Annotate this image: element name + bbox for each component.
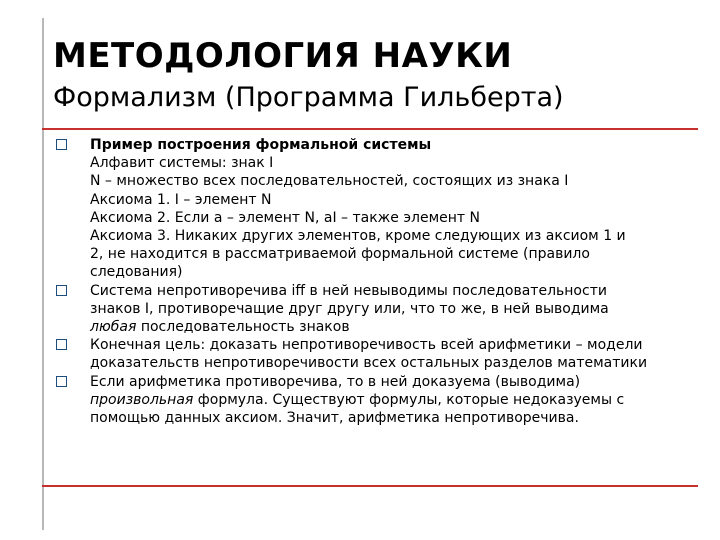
bullet-heading: Пример построения формальной системы bbox=[90, 137, 432, 153]
bullet-item-goal bbox=[52, 336, 702, 372]
emphasis-text: произвольная bbox=[90, 391, 194, 408]
bullet-line: Аксиома 1. I – элемент N bbox=[90, 191, 272, 208]
footer-divider-rule bbox=[42, 485, 698, 487]
square-bullet-icon bbox=[56, 376, 67, 387]
bullet-line: N – множество всех последовательностей, состоящих из знака I bbox=[90, 173, 569, 190]
bullet-line: Конечная цель: доказать непротиворечивость всей арифметики – модели bbox=[90, 337, 643, 354]
square-bullet-icon bbox=[56, 285, 67, 296]
slide-subtitle: Формализм (Программа Гильберта) bbox=[53, 82, 564, 113]
bullet-line: Система непротиворечива iff в ней невыводимы последовательности bbox=[90, 282, 607, 299]
bullet-line: Алфавит системы: знак I bbox=[90, 155, 274, 172]
bullet-line: доказательств непротиворечивости всех остальных разделов математики bbox=[90, 355, 648, 372]
left-vertical-rule bbox=[42, 18, 44, 530]
bullet-line: следования) bbox=[90, 264, 183, 281]
bullet-line: знаков I, противоречащие друг другу или, что то же, в ней выводима bbox=[90, 300, 609, 317]
bullet-line: помощью данных аксиом. Значит, арифметика непротиворечива. bbox=[90, 410, 579, 427]
square-bullet-icon bbox=[56, 139, 67, 150]
bullet-line bbox=[90, 318, 702, 336]
bullet-line: 2, не находится в рассматриваемой формальной системе (правило bbox=[90, 246, 590, 263]
slide-title: МЕТОДОЛОГИЯ НАУКИ bbox=[53, 36, 513, 76]
bullet-line-rest: формула. Существуют формулы, которые недоказуемы с bbox=[193, 391, 625, 408]
bullet-line: Если арифметика противоречива, то в ней доказуема (выводима) bbox=[90, 373, 581, 390]
bullet-item-conclusion bbox=[52, 373, 702, 428]
bullet-line: Аксиома 3. Никаких других элементов, кроме следующих из аксиом 1 и bbox=[90, 228, 626, 245]
bullet-line bbox=[90, 391, 702, 409]
title-divider-rule bbox=[42, 128, 698, 130]
bullet-line: Аксиома 2. Если a – элемент N, aI – также элемент N bbox=[90, 209, 480, 226]
bullet-line-rest: последовательность знаков bbox=[136, 319, 350, 336]
emphasis-text: любая bbox=[90, 319, 137, 336]
bullet-item-consistency bbox=[52, 282, 702, 337]
square-bullet-icon bbox=[56, 339, 67, 350]
slide-content bbox=[52, 136, 702, 427]
bullet-item-example bbox=[52, 136, 702, 282]
